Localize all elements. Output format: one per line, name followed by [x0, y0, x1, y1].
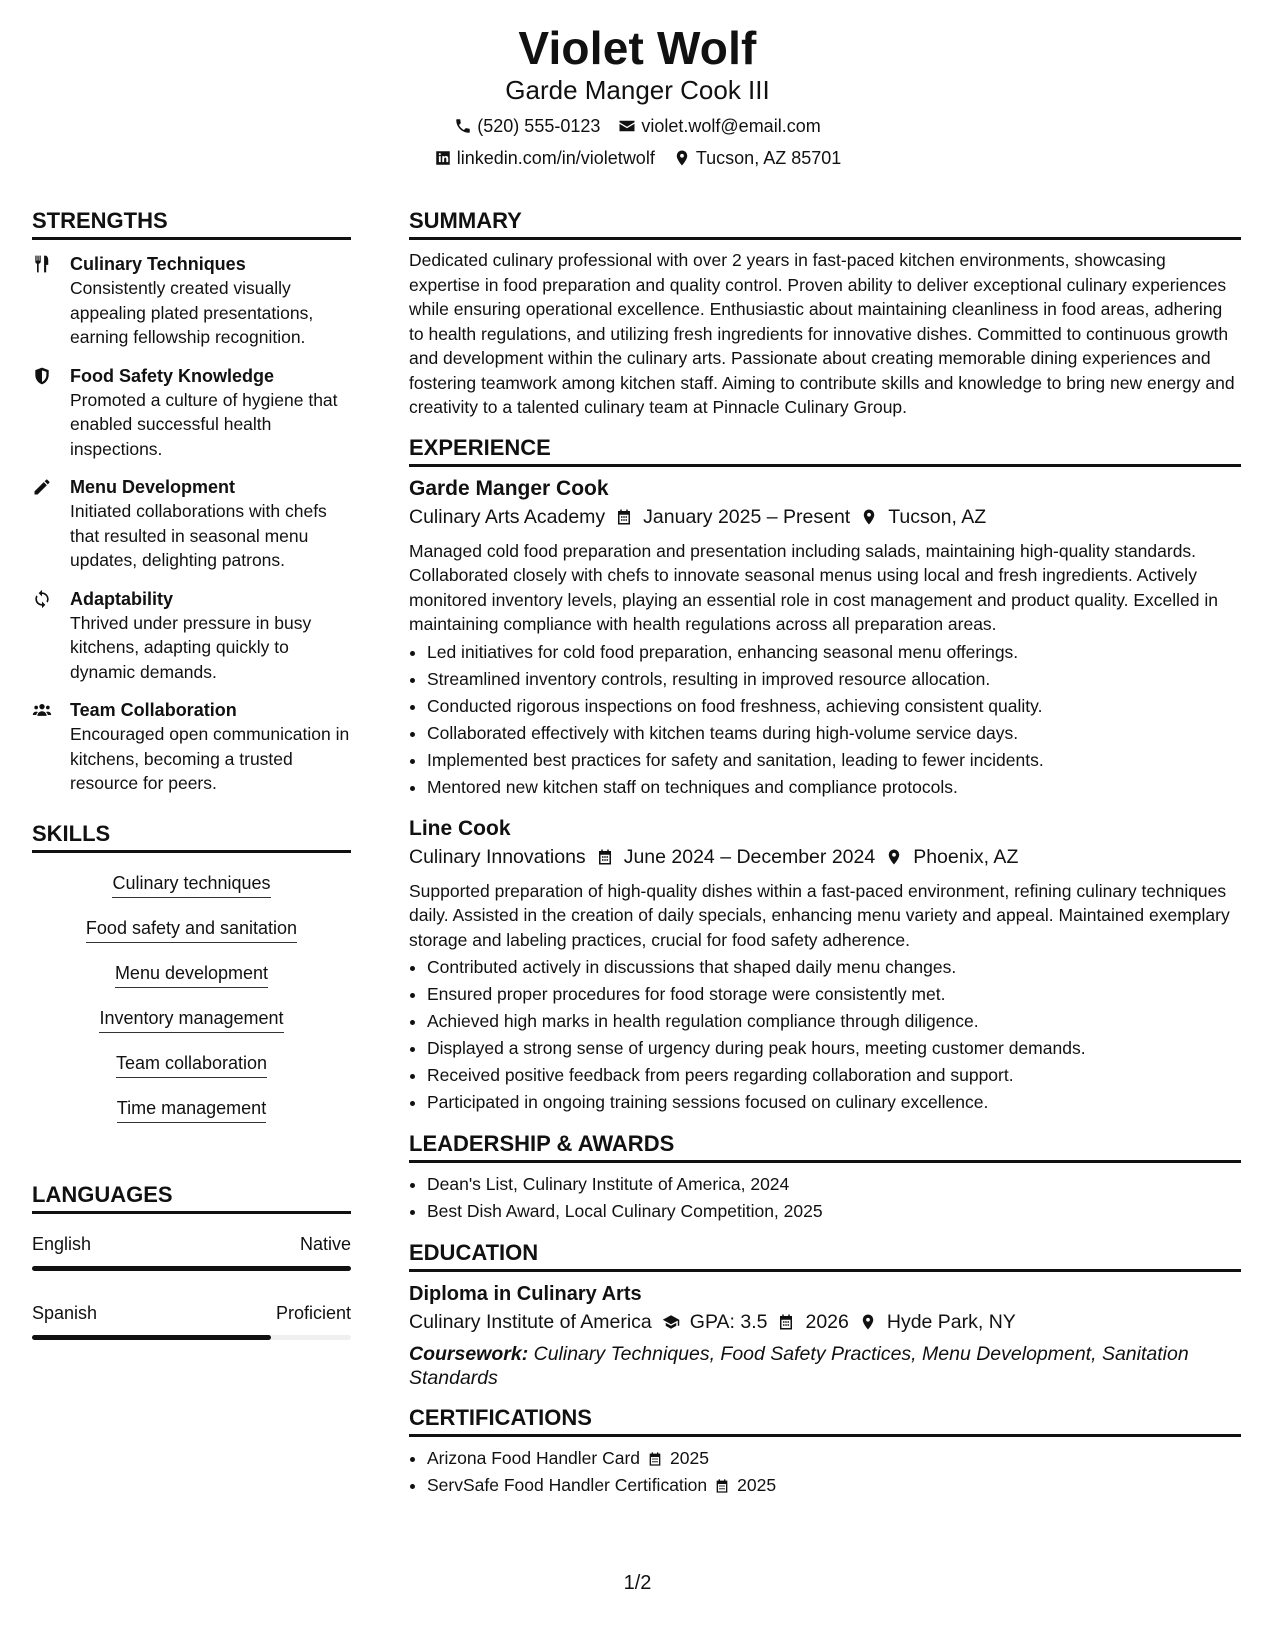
coursework-text: Culinary Techniques, Food Safety Practices, Menu Development, Sanitation Standards	[409, 1343, 1189, 1389]
map-pin-icon	[859, 1313, 877, 1331]
job-bullet: • Mentored new kitchen staff on techniques and compliance protocols.	[427, 774, 1241, 801]
coursework-label: Coursework:	[409, 1343, 529, 1365]
awards-list	[409, 1171, 1241, 1225]
job-entry	[409, 815, 1241, 1117]
summary-text: Dedicated culinary professional with over 2 years in fast-paced kitchen environments, showcasing expertise in food preparation and quality control. Proven ability to deliver exceptional culinary experiences while ensuring operational excellence. Enthusiastic about maintaining cleanliness in food areas, adhering to health regulations, and utilizing fresh ingredients for innovative dishes. Committed to continuous growth and development within the culinary arts. Passionate about creating memorable dining experiences and fostering teamwork among kitchen staff. Aiming to contribute skills and knowledge to bring new energy and creativity to a talented culinary team at Pinnacle Culinary Group.	[409, 250, 1235, 417]
linkedin-text: linkedin.com/in/violetwolf	[456, 148, 655, 168]
resume-header	[0, 0, 1275, 170]
coursework	[409, 1342, 1241, 1390]
language-bar	[32, 1335, 351, 1340]
strength-title: Menu Development	[70, 477, 236, 497]
language-bar-fill	[32, 1335, 271, 1340]
job-meta	[409, 843, 1241, 871]
job-bullet: • Achieved high marks in health regulation compliance through diligence.	[427, 1008, 1241, 1035]
sync-icon	[32, 587, 56, 685]
utensils-icon	[32, 252, 56, 350]
calendar-icon	[615, 508, 633, 526]
job-bullet: • Led initiatives for cold food preparation, enhancing seasonal menu offerings.	[427, 639, 1241, 666]
job-dates: June 2024 – December 2024	[623, 845, 876, 868]
job-bullet: • Received positive feedback from peers regarding collaboration and support.	[427, 1062, 1241, 1089]
job-bullet: • Contributed actively in discussions that shaped daily menu changes.	[427, 954, 1241, 981]
strength-item	[32, 364, 351, 462]
map-pin-icon	[885, 848, 903, 866]
strength-title: Adaptability	[70, 588, 174, 609]
strength-desc: Promoted a culture of hygiene that enabled successful health inspections.	[70, 389, 338, 459]
skills-list	[32, 865, 351, 1135]
contact-location	[673, 146, 841, 170]
linkedin-icon	[434, 149, 452, 167]
strength-item	[32, 252, 351, 350]
job-bullet: • Collaborated effectively with kitchen teams during high-volume service days.	[427, 720, 1241, 747]
pencil-icon	[32, 475, 56, 573]
job-bullet: • Streamlined inventory controls, resulting in improved resource allocation.	[427, 666, 1241, 693]
strength-item	[32, 587, 351, 685]
strength-title: Team Collaboration	[70, 700, 237, 720]
skill-item: Food safety and sanitation	[86, 916, 297, 943]
strength-title: Food Safety Knowledge	[70, 365, 275, 386]
school-name: Culinary Institute of America	[409, 1311, 652, 1333]
map-pin-icon	[673, 149, 691, 167]
job-title: Garde Manger Cook	[409, 476, 609, 500]
certification-item	[427, 1445, 1241, 1472]
gpa-text: GPA: 3.5	[689, 1311, 768, 1333]
summary-heading: SUMMARY	[409, 207, 1241, 240]
shield-icon	[32, 364, 56, 462]
job-dates: January 2025 – Present	[643, 505, 851, 528]
contact-linkedin[interactable]	[434, 146, 655, 170]
language-item	[32, 1232, 351, 1271]
certification-name: • Arizona Food Handler Card	[427, 1448, 641, 1468]
job-bullets	[409, 954, 1241, 1116]
education-meta	[409, 1308, 1241, 1336]
contact-row-2	[0, 146, 1275, 170]
contact-phone[interactable]	[454, 114, 600, 138]
job-location: Tucson, AZ	[888, 505, 987, 528]
calendar-icon	[646, 1450, 664, 1468]
candidate-name: Violet Wolf	[518, 22, 757, 74]
language-bar	[32, 1266, 351, 1271]
degree-title: Diploma in Culinary Arts	[409, 1283, 642, 1305]
education-year: 2026	[805, 1311, 849, 1333]
strength-item	[32, 698, 351, 796]
calendar-icon	[713, 1477, 731, 1495]
language-level: Native	[299, 1233, 351, 1254]
graduation-cap-icon	[662, 1313, 680, 1331]
contact-row-1	[0, 114, 1275, 138]
certification-name: • ServSafe Food Handler Certification	[427, 1475, 708, 1495]
email-text: violet.wolf@email.com	[641, 116, 821, 136]
job-bullet: • Ensured proper procedures for food storage were consistently met.	[427, 981, 1241, 1008]
job-bullet: • Participated in ongoing training sessions focused on culinary excellence.	[427, 1089, 1241, 1116]
language-name: Spanish	[32, 1302, 98, 1323]
phone-icon	[454, 117, 472, 135]
skill-item: Culinary techniques	[112, 871, 270, 898]
candidate-title: Garde Manger Cook III	[505, 75, 770, 105]
job-bullet: • Displayed a strong sense of urgency during peak hours, meeting customer demands.	[427, 1035, 1241, 1062]
skill-item: Time management	[117, 1096, 266, 1123]
left-column	[32, 207, 351, 1364]
certification-year: 2025	[737, 1475, 777, 1495]
skill-item: Menu development	[115, 961, 268, 988]
job-description: Supported preparation of high-quality dishes within a fast-paced environment, refining culinary techniques daily. Assisted in the creation of daily specials, enhancing menu variety and appeal. Maintained exemplary storage and labeling practices, crucial for food safety adherence.	[409, 880, 1230, 950]
award-item: • Best Dish Award, Local Culinary Competition, 2025	[427, 1198, 1241, 1225]
right-column	[409, 207, 1241, 1513]
language-bar-fill	[32, 1266, 351, 1271]
strengths-heading: STRENGTHS	[32, 207, 351, 240]
job-bullets	[409, 639, 1241, 801]
contact-email[interactable]	[618, 114, 820, 138]
education-location: Hyde Park, NY	[886, 1311, 1016, 1333]
page-number: 1/2	[623, 1572, 652, 1594]
calendar-icon	[596, 848, 614, 866]
job-bullet: • Implemented best practices for safety and sanitation, leading to fewer incidents.	[427, 747, 1241, 774]
strength-desc: Encouraged open communication in kitchens, becoming a trusted resource for peers.	[70, 724, 350, 793]
location-text: Tucson, AZ 85701	[695, 148, 842, 168]
awards-heading: LEADERSHIP & AWARDS	[409, 1130, 1241, 1163]
skill-item: Inventory management	[99, 1006, 283, 1033]
job-meta	[409, 503, 1241, 531]
language-level: Proficient	[275, 1302, 351, 1323]
certifications-heading: CERTIFICATIONS	[409, 1404, 1241, 1437]
job-company: Culinary Arts Academy	[409, 505, 606, 528]
award-item: • Dean's List, Culinary Institute of America, 2024	[427, 1171, 1241, 1198]
strength-desc: Consistently created visually appealing plated presentations, earning fellowship recognition.	[70, 278, 314, 347]
language-name: English	[32, 1233, 92, 1254]
skills-heading: SKILLS	[32, 820, 351, 853]
users-icon	[32, 698, 56, 796]
certification-year: 2025	[670, 1448, 709, 1468]
language-item	[32, 1301, 351, 1340]
education-heading: EDUCATION	[409, 1239, 1241, 1272]
skill-item: Team collaboration	[116, 1051, 267, 1078]
languages-heading: LANGUAGES	[32, 1181, 351, 1214]
job-title: Line Cook	[409, 816, 511, 840]
job-bullet: • Conducted rigorous inspections on food freshness, achieving consistent quality.	[427, 693, 1241, 720]
envelope-icon	[618, 117, 636, 135]
job-company: Culinary Innovations	[409, 845, 586, 868]
strength-title: Culinary Techniques	[70, 254, 246, 274]
strength-desc: Initiated collaborations with chefs that resulted in seasonal menu updates, delighting patrons.	[70, 501, 327, 570]
map-pin-icon	[860, 508, 878, 526]
certification-item	[427, 1472, 1241, 1499]
certifications-list	[409, 1445, 1241, 1499]
experience-heading: EXPERIENCE	[409, 434, 1241, 467]
strength-desc: Thrived under pressure in busy kitchens, adapting quickly to dynamic demands.	[70, 612, 312, 682]
phone-text: (520) 555-0123	[477, 116, 601, 136]
job-entry	[409, 475, 1241, 801]
calendar-icon	[777, 1313, 795, 1331]
job-location: Phoenix, AZ	[913, 845, 1019, 868]
strength-item	[32, 475, 351, 573]
job-description: Managed cold food preparation and presentation including salads, maintaining high-quality standards. Collaborated closely with chefs to innovate seasonal menus using local and fresh ingredients. Actively monitored inventory levels, playing an essential role in cost management and product quality. Excelled in maintaining compliance with health regulations across all preparation areas.	[409, 540, 1219, 634]
